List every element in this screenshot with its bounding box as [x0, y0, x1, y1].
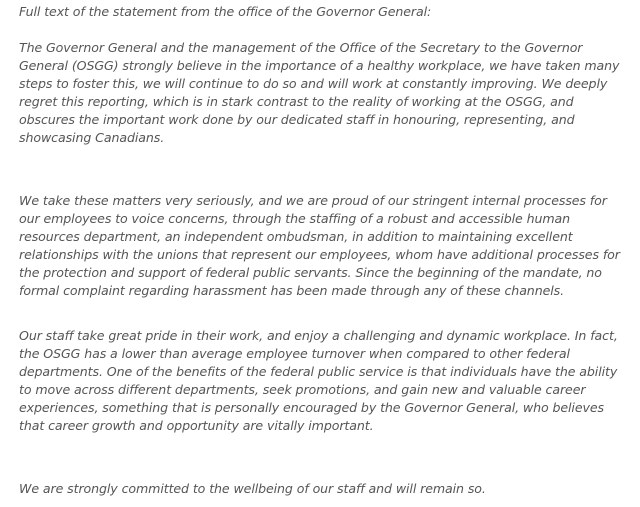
statement-paragraph-4: We are strongly committed to the wellbeing of our staff and will remain so. [19, 481, 486, 496]
statement-paragraph-3: Our staff take great pride in their work, and enjoy a challenging and dynamic workplace. In fact, the OSGG has a lower than average employee turnover when compared to other federal departments. One of the benefits of the federal public service is that individuals have the ability to move across different departments, seek promotions, and gain new and valuable career experiences, something that is personally encouraged by the Governor General, who believes that career growth and opportunity are vitally important. [19, 328, 618, 433]
statement-paragraph-1: The Governor General and the management of the Office of the Secretary to the Governor General (OSGG) strongly believe in the importance of a healthy workplace, we have taken many steps to foster this, we will continue to do so and will work at constantly improving. We deeply regret this reporting, which is in stark contrast to the reality of working at the OSGG, and obscures the important work done by our dedicated staff in honouring, representing, and showcasing Canadians. [19, 40, 620, 145]
statement-paragraph-2: We take these matters very seriously, and we are proud of our stringent internal processes for our employees to voice concerns, through the staffing of a robust and accessible human resources department, an independent ombudsman, in addition to maintaining excellent relationships with the unions that represent our employees, whom have additional processes for the protection and support of federal public servants. Since the beginning of the mandate, no formal complaint regarding harassment has been made through any of these channels. [19, 193, 620, 298]
statement-intro: Full text of the statement from the office of the Governor General: [19, 4, 432, 19]
